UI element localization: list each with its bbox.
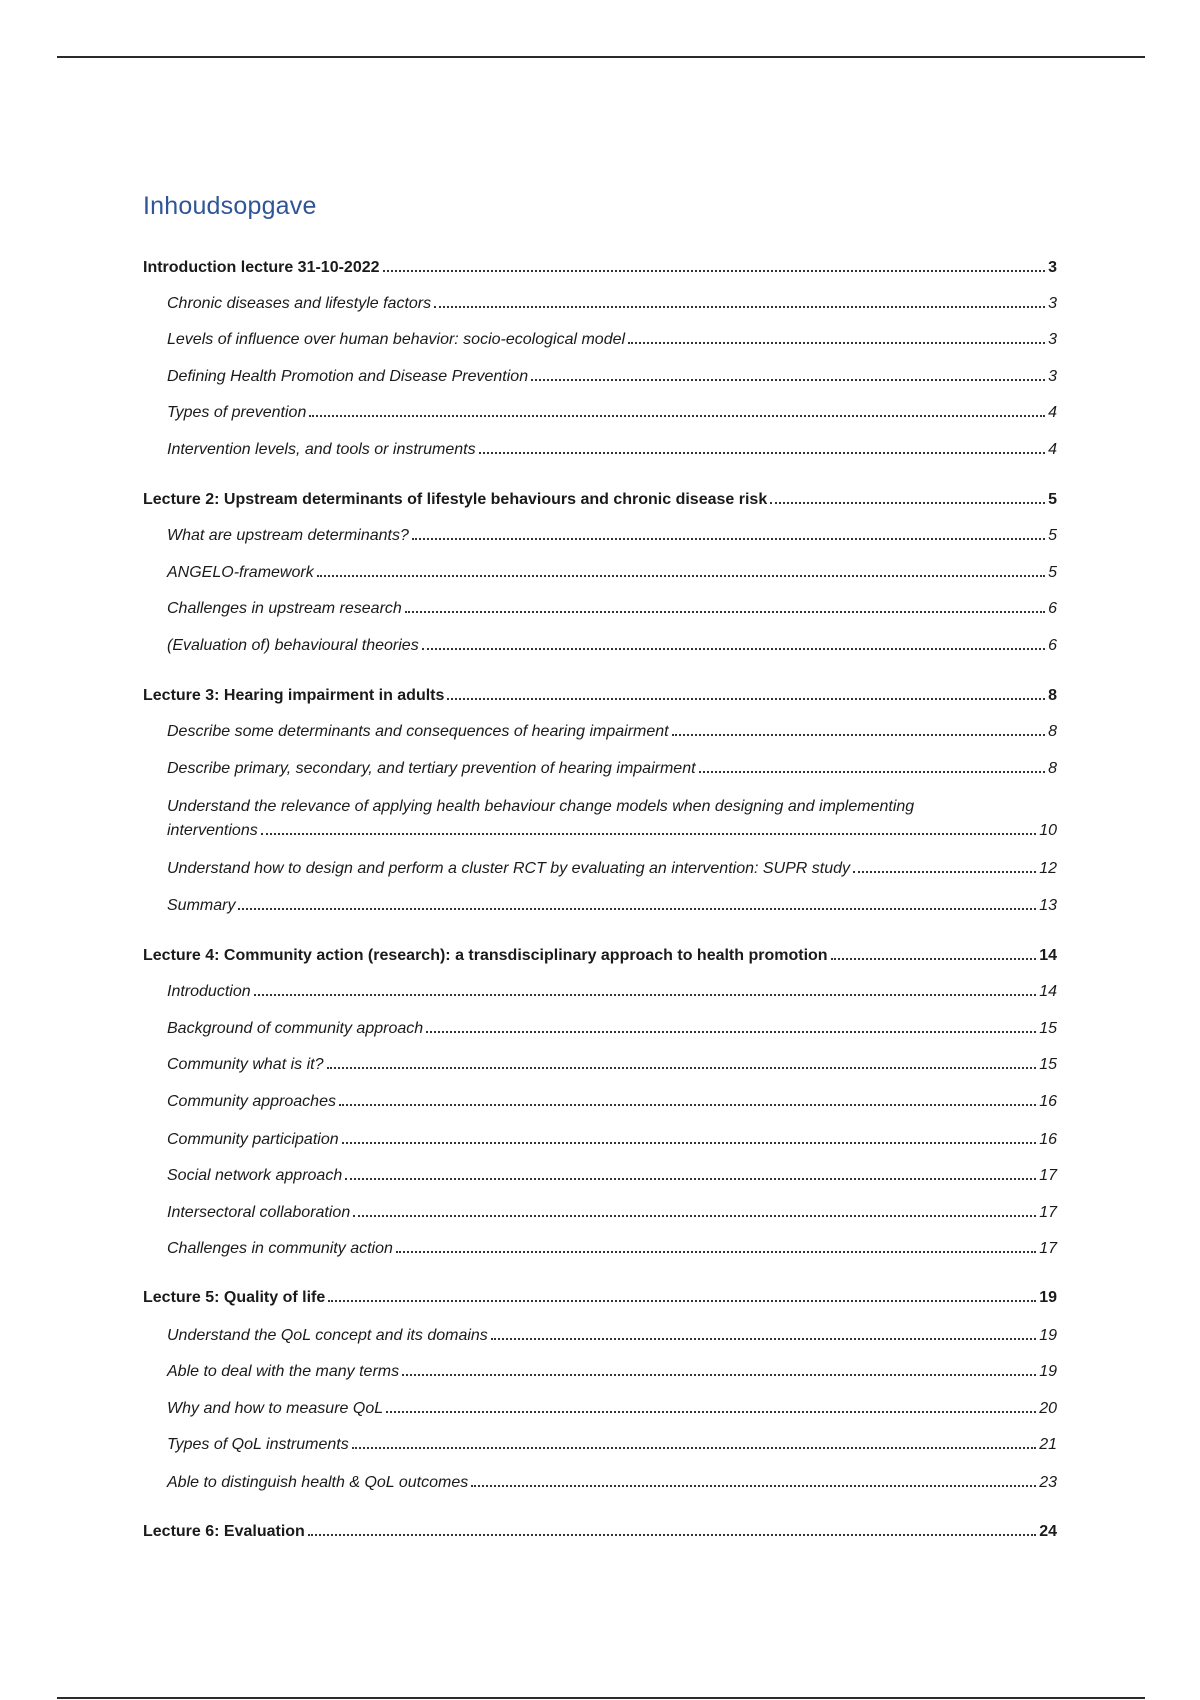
dot-leader — [308, 1534, 1036, 1536]
toc-entry-page: 15 — [1039, 1056, 1057, 1073]
dot-leader — [342, 1142, 1037, 1144]
toc-entry-summary[interactable] — [167, 896, 1057, 916]
toc-entry-intervention-levels[interactable] — [167, 440, 1057, 460]
toc-entry-many-terms[interactable] — [167, 1362, 1057, 1382]
toc-title: Inhoudsopgave — [143, 192, 317, 220]
toc-entry-title: Summary — [167, 897, 236, 914]
toc-entry-page: 16 — [1039, 1093, 1057, 1110]
toc-entry-page: 4 — [1048, 441, 1057, 458]
toc-entry-title-line1: Understand the relevance of applying health behaviour change models when designing and implementing — [167, 798, 915, 815]
toc-entry-measure-qol[interactable] — [167, 1399, 1057, 1419]
toc-entry-title: Types of QoL instruments — [167, 1436, 349, 1453]
toc-entry-cluster-rct[interactable] — [167, 859, 1057, 879]
toc-entry-title: Introduction — [167, 983, 251, 1000]
toc-entry-introduction[interactable] — [167, 982, 1057, 1002]
toc-entry-title-line2: interventions — [167, 822, 258, 839]
dot-leader — [770, 502, 1045, 504]
toc-entry-page: 6 — [1048, 637, 1057, 654]
footer-rule — [57, 1697, 1145, 1699]
toc-entry-hearing-prevention[interactable] — [167, 759, 1057, 779]
toc-entry-community-what[interactable] — [167, 1055, 1057, 1075]
toc-entry-title: Intervention levels, and tools or instruments — [167, 441, 476, 458]
dot-leader — [831, 958, 1037, 960]
toc-entry-behaviour-change-models[interactable] — [167, 797, 1057, 841]
dot-leader — [412, 538, 1045, 540]
toc-entry-title: Levels of influence over human behavior: socio-ecological model — [167, 331, 626, 348]
dot-leader — [238, 908, 1036, 910]
dot-leader — [447, 698, 1045, 700]
toc-entry-title: Types of prevention — [167, 404, 307, 421]
toc-entry-intersectoral[interactable] — [167, 1203, 1057, 1223]
dot-leader — [328, 1300, 1036, 1302]
toc-entry-page: 6 — [1048, 600, 1057, 617]
dot-leader — [405, 611, 1045, 613]
dot-leader — [853, 871, 1036, 873]
dot-leader — [339, 1104, 1036, 1106]
toc-entry-page: 19 — [1039, 1327, 1057, 1344]
toc-entry-page: 23 — [1039, 1474, 1057, 1491]
toc-entry-page: 12 — [1039, 860, 1057, 877]
dot-leader — [345, 1178, 1036, 1180]
dot-leader — [261, 833, 1036, 835]
dot-leader — [396, 1251, 1036, 1253]
toc-entry-title: Describe primary, secondary, and tertiary prevention of hearing impairment — [167, 760, 696, 777]
toc-entry-levels-of-influence[interactable] — [167, 330, 1057, 350]
toc-entry-page: 10 — [1039, 822, 1057, 839]
toc-entry-page: 3 — [1048, 295, 1057, 312]
toc-entry-page: 5 — [1048, 491, 1057, 508]
toc-entry-title: Chronic diseases and lifestyle factors — [167, 295, 432, 312]
toc-entry-title: Able to distinguish health & QoL outcomes — [167, 1474, 469, 1491]
toc-entry-page: 14 — [1039, 983, 1057, 1000]
toc-entry-title: Social network approach — [167, 1167, 343, 1184]
toc-entry-title: Understand the QoL concept and its domains — [167, 1327, 488, 1344]
dot-leader — [471, 1485, 1036, 1487]
toc-entry-qol-concept[interactable] — [167, 1326, 1057, 1346]
dot-leader — [327, 1067, 1037, 1069]
toc-entry-defining-health-promotion[interactable] — [167, 367, 1057, 387]
toc-entry-lecture-5[interactable] — [143, 1288, 1057, 1308]
dot-leader — [491, 1338, 1036, 1340]
toc-entry-title: Community what is it? — [167, 1056, 324, 1073]
dot-leader — [422, 648, 1045, 650]
toc-entry-page: 24 — [1039, 1523, 1057, 1540]
toc-entry-page: 16 — [1039, 1131, 1057, 1148]
toc-entry-lecture-3[interactable] — [143, 686, 1057, 706]
toc-entry-title: Challenges in upstream research — [167, 600, 402, 617]
toc-entry-page: 19 — [1039, 1363, 1057, 1380]
dot-leader — [479, 452, 1045, 454]
toc-entry-title: Community approaches — [167, 1093, 336, 1110]
toc-entry-title: Challenges in community action — [167, 1240, 393, 1257]
toc-entry-title: Understand how to design and perform a cluster RCT by evaluating an intervention: SUPR study — [167, 860, 851, 877]
toc-entry-page: 14 — [1039, 947, 1057, 964]
toc-entry-lecture-4[interactable] — [143, 946, 1057, 966]
toc-entry-introduction-lecture[interactable] — [143, 258, 1057, 278]
toc-entry-community-approaches[interactable] — [167, 1092, 1057, 1112]
dot-leader — [317, 575, 1045, 577]
toc-entry-title: Defining Health Promotion and Disease Prevention — [167, 368, 529, 385]
toc-entry-qol-instruments[interactable] — [167, 1435, 1057, 1455]
toc-entry-page: 5 — [1048, 564, 1057, 581]
toc-entry-page: 8 — [1048, 760, 1057, 777]
toc-entry-lecture-2[interactable] — [143, 490, 1057, 510]
dot-leader — [309, 415, 1045, 417]
toc-entry-title: Lecture 2: Upstream determinants of lifestyle behaviours and chronic disease risk — [143, 491, 768, 508]
dot-leader — [402, 1374, 1036, 1376]
toc-entry-page: 21 — [1039, 1436, 1057, 1453]
dot-leader — [353, 1215, 1036, 1217]
dot-leader — [383, 270, 1046, 272]
toc-entry-qol-outcomes[interactable] — [167, 1473, 1057, 1493]
toc-entry-page: 3 — [1048, 259, 1057, 276]
dot-leader — [426, 1031, 1036, 1033]
toc-entry-title: Lecture 3: Hearing impairment in adults — [143, 687, 445, 704]
dot-leader — [699, 771, 1046, 773]
toc-entry-types-of-prevention[interactable] — [167, 403, 1057, 423]
toc-entry-hearing-determinants[interactable] — [167, 722, 1057, 742]
toc-entry-title: Lecture 5: Quality of life — [143, 1289, 326, 1306]
toc-entry-title: (Evaluation of) behavioural theories — [167, 637, 419, 654]
dot-leader — [386, 1411, 1036, 1413]
toc-entry-page: 17 — [1039, 1167, 1057, 1184]
dot-leader — [672, 734, 1045, 736]
toc-entry-page: 8 — [1048, 687, 1057, 704]
toc-entry-page: 19 — [1039, 1289, 1057, 1306]
toc-entry-title: Why and how to measure QoL — [167, 1400, 384, 1417]
toc-entry-page: 4 — [1048, 404, 1057, 421]
toc-entry-challenges-upstream[interactable] — [167, 599, 1057, 619]
toc-entry-title: Introduction lecture 31-10-2022 — [143, 259, 380, 276]
toc-entry-behavioural-theories[interactable] — [167, 636, 1057, 656]
toc-entry-title: Describe some determinants and consequences of hearing impairment — [167, 723, 669, 740]
toc-entry-title: Intersectoral collaboration — [167, 1204, 351, 1221]
toc-entry-social-network[interactable] — [167, 1166, 1057, 1186]
toc-entry-page: 3 — [1048, 368, 1057, 385]
toc-entry-page: 17 — [1039, 1204, 1057, 1221]
toc-entry-community-participation[interactable] — [167, 1130, 1057, 1150]
toc-entry-page: 13 — [1039, 897, 1057, 914]
toc-entry-title: Community participation — [167, 1131, 339, 1148]
dot-leader — [352, 1447, 1036, 1449]
dot-leader — [531, 379, 1045, 381]
toc-entry-page: 5 — [1048, 527, 1057, 544]
toc-entry-title: ANGELO-framework — [167, 564, 314, 581]
toc-entry-chronic-diseases[interactable] — [167, 294, 1057, 314]
toc-entry-title: Lecture 6: Evaluation — [143, 1523, 305, 1540]
toc-entry-challenges-community[interactable] — [167, 1239, 1057, 1259]
toc-entry-title: What are upstream determinants? — [167, 527, 409, 544]
dot-leader — [434, 306, 1045, 308]
toc-entry-angelo-framework[interactable] — [167, 563, 1057, 583]
toc-entry-page: 20 — [1039, 1400, 1057, 1417]
toc-entry-title: Lecture 4: Community action (research): a transdisciplinary approach to health promotion — [143, 947, 828, 964]
toc-entry-upstream-determinants[interactable] — [167, 526, 1057, 546]
header-rule — [57, 56, 1145, 58]
toc-entry-lecture-6[interactable] — [143, 1522, 1057, 1542]
toc-entry-title: Able to deal with the many terms — [167, 1363, 400, 1380]
toc-entry-page: 15 — [1039, 1020, 1057, 1037]
dot-leader — [254, 994, 1037, 996]
toc-entry-page: 8 — [1048, 723, 1057, 740]
toc-entry-page: 17 — [1039, 1240, 1057, 1257]
dot-leader — [628, 342, 1045, 344]
toc-entry-title: Background of community approach — [167, 1020, 424, 1037]
toc-entry-background-community[interactable] — [167, 1019, 1057, 1039]
toc-entry-page: 3 — [1048, 331, 1057, 348]
